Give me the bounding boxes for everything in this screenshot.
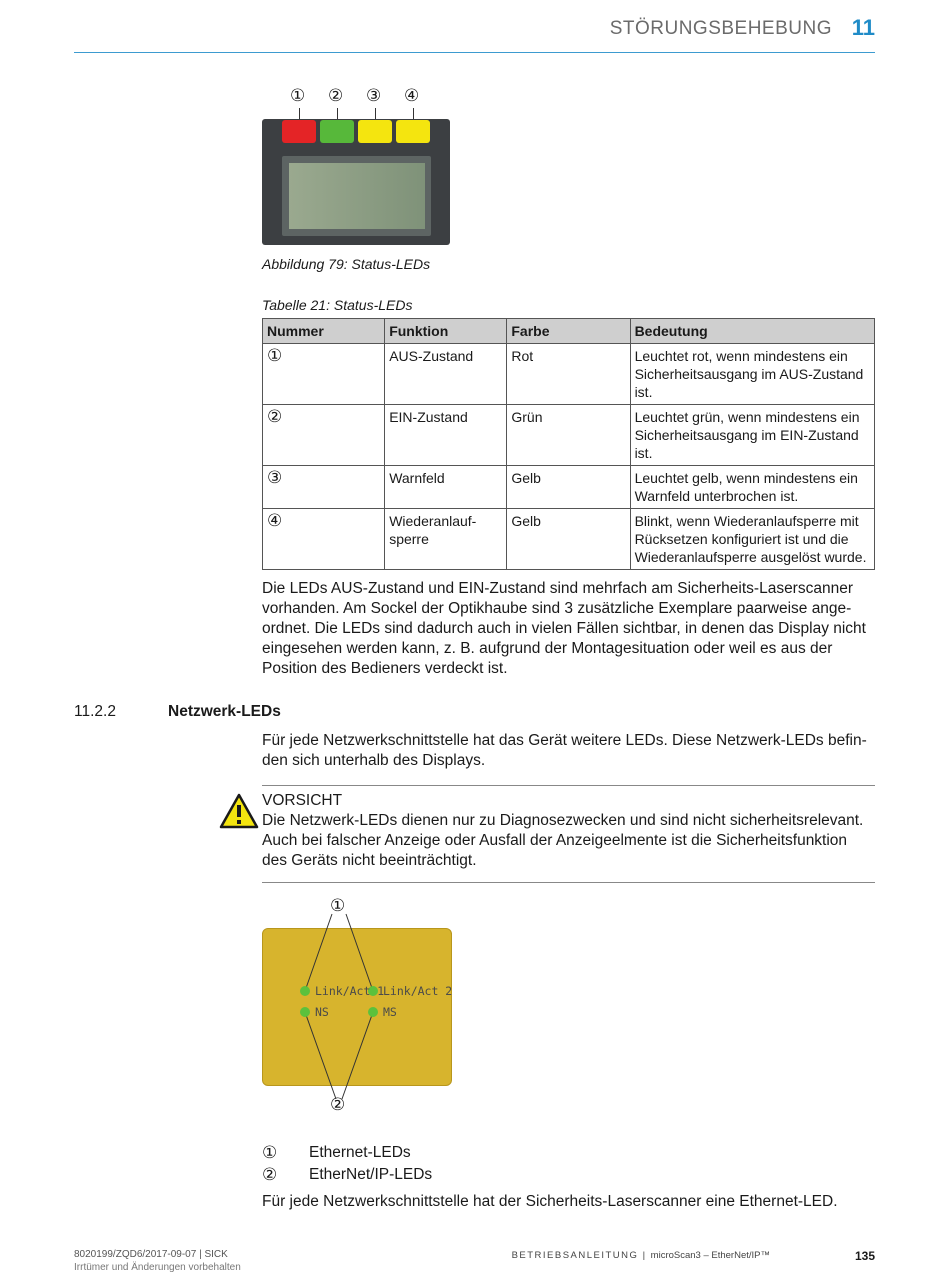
col-header-bedeutung: Bedeutung bbox=[630, 319, 874, 344]
table-row bbox=[263, 405, 875, 466]
paragraph-led-description bbox=[262, 579, 882, 679]
cell-farbe: Gelb bbox=[507, 466, 630, 509]
paragraph-network-intro bbox=[262, 731, 882, 771]
cell-funktion: EIN-Zustand bbox=[385, 405, 507, 466]
page-number: 135 bbox=[854, 1249, 875, 1263]
legend-text: Ethernet-LEDs bbox=[309, 1144, 411, 1161]
label-ms: MS bbox=[383, 1005, 397, 1019]
leader-lines bbox=[260, 896, 455, 1118]
network-led-figure bbox=[260, 896, 455, 1118]
col-header-nummer: Nummer bbox=[263, 319, 385, 344]
status-led-table bbox=[262, 318, 875, 570]
text-line: Für jede Netzwerkschnittstelle hat das Gerät weitere LEDs. Diese Netzwerk-LEDs befin- bbox=[262, 732, 867, 749]
cell-nummer: ② bbox=[263, 405, 385, 466]
cell-funktion: Wiederanlauf-sperre bbox=[385, 509, 507, 570]
warning-icon bbox=[219, 793, 259, 829]
label-link-act-1: Link/Act 1 bbox=[315, 984, 385, 998]
legend-item bbox=[262, 1165, 433, 1186]
text-line: Position des Bedieners verdeckt ist. bbox=[262, 660, 508, 677]
cell-bedeutung: Leuchtet rot, wenn mindestens ein Sicherheitsausgang im AUS-Zustand ist. bbox=[630, 344, 874, 405]
cell-funktion: AUS-Zustand bbox=[385, 344, 507, 405]
text-line: des Geräts nicht beeinträchtigt. bbox=[262, 852, 477, 869]
cell-farbe: Gelb bbox=[507, 509, 630, 570]
paragraph-ethernet-led: Für jede Netzwerkschnittstelle hat der Sicherheits-Laserscanner eine Ethernet-LED. bbox=[262, 1193, 838, 1210]
footer-left bbox=[74, 1248, 241, 1274]
cell-bedeutung: Leuchtet gelb, wenn mindestens ein Warnfeld unterbrochen ist. bbox=[630, 466, 874, 509]
label-link-act-2: Link/Act 2 bbox=[383, 984, 453, 998]
text-line: Auch bei falscher Anzeige oder Ausfall der Anzeigeelmente ist die Sicherheitsfunktion bbox=[262, 832, 848, 849]
caution-bottom-rule bbox=[262, 882, 875, 883]
chapter-number: 11 bbox=[851, 15, 875, 40]
col-header-farbe: Farbe bbox=[507, 319, 630, 344]
text-line: Die LEDs AUS-Zustand und EIN-Zustand sind mehrfach am Sicherheits-Laserscanner bbox=[262, 580, 853, 597]
footer-doc-type: BETRIEBSANLEITUNG bbox=[511, 1250, 639, 1261]
label-ns: NS bbox=[315, 1005, 329, 1019]
cell-farbe: Grün bbox=[507, 405, 630, 466]
header-rule bbox=[74, 52, 875, 53]
cell-nummer: ① bbox=[263, 344, 385, 405]
table-row bbox=[263, 344, 875, 405]
marker-4: ④ bbox=[404, 86, 420, 105]
section-number: 11.2.2 bbox=[74, 703, 116, 720]
led-ms bbox=[368, 1007, 378, 1017]
text-line: ordnet. Die LEDs sind dadurch auch in vielen Fällen sichtbar, in denen das Display nicht bbox=[262, 620, 866, 637]
status-led-figure bbox=[262, 86, 452, 246]
cell-funktion: Warnfeld bbox=[385, 466, 507, 509]
col-header-funktion: Funktion bbox=[385, 319, 507, 344]
running-header-title: STÖRUNGSBEHEBUNG bbox=[609, 18, 832, 39]
led-green bbox=[320, 120, 354, 143]
caution-top-rule bbox=[262, 785, 875, 786]
footer-product: microScan3 – EtherNet/IP™ bbox=[650, 1250, 770, 1261]
table-21-caption: Tabelle 21: Status-LEDs bbox=[262, 297, 413, 313]
legend-mark: ① bbox=[262, 1143, 278, 1162]
footer-doc-id: 8020199/ZQD6/2017-09-07 | SICK bbox=[74, 1249, 228, 1260]
text-line: vorhanden. Am Sockel der Optikhaube sind 3 zusätzliche Exemplare paarweise ange- bbox=[262, 600, 852, 617]
cell-bedeutung: Blinkt, wenn Wiederanlaufsperre mit Rücksetzen konfiguriert ist und die Wiederanlaufsperre ausgelöst wurde. bbox=[630, 509, 874, 570]
caution-title: VORSICHT bbox=[262, 792, 343, 809]
table-row bbox=[263, 466, 875, 509]
table-row bbox=[263, 509, 875, 570]
legend-mark: ② bbox=[262, 1165, 278, 1184]
section-title: Netzwerk-LEDs bbox=[168, 703, 281, 720]
marker-3: ③ bbox=[366, 86, 382, 105]
led-ns bbox=[300, 1007, 310, 1017]
display-screen bbox=[289, 163, 425, 229]
marker-top: ① bbox=[330, 896, 346, 915]
cell-nummer: ③ bbox=[263, 466, 385, 509]
marker-2: ② bbox=[328, 86, 344, 105]
led-link-act-1 bbox=[300, 986, 310, 996]
caution-block bbox=[262, 791, 882, 871]
legend-text: EtherNet/IP-LEDs bbox=[309, 1166, 433, 1183]
cell-farbe: Rot bbox=[507, 344, 630, 405]
cell-bedeutung: Leuchtet grün, wenn mindestens ein Sicherheitsausgang im EIN-Zustand ist. bbox=[630, 405, 874, 466]
footer-disclaimer: Irrtümer und Änderungen vorbehalten bbox=[74, 1262, 241, 1273]
legend-item bbox=[262, 1143, 411, 1164]
table-header-row bbox=[263, 319, 875, 344]
led-yellow-2 bbox=[396, 120, 430, 143]
cell-nummer: ④ bbox=[263, 509, 385, 570]
led-red bbox=[282, 120, 316, 143]
marker-1: ① bbox=[290, 86, 306, 105]
text-line: Die Netzwerk-LEDs dienen nur zu Diagnosezwecken und sind nicht sicherheitsrelevant. bbox=[262, 812, 864, 829]
text-line: eingesehen werden kann, z. B. aufgrund der Montagesituation oder weil es aus der bbox=[262, 640, 833, 657]
marker-bottom: ② bbox=[330, 1095, 346, 1114]
text-line: den sich unterhalb des Displays. bbox=[262, 752, 486, 769]
led-yellow-1 bbox=[358, 120, 392, 143]
footer-center: BETRIEBSANLEITUNG | microScan3 – EtherNet/IP™ bbox=[511, 1250, 770, 1261]
figure-79-caption: Abbildung 79: Status-LEDs bbox=[262, 256, 431, 272]
